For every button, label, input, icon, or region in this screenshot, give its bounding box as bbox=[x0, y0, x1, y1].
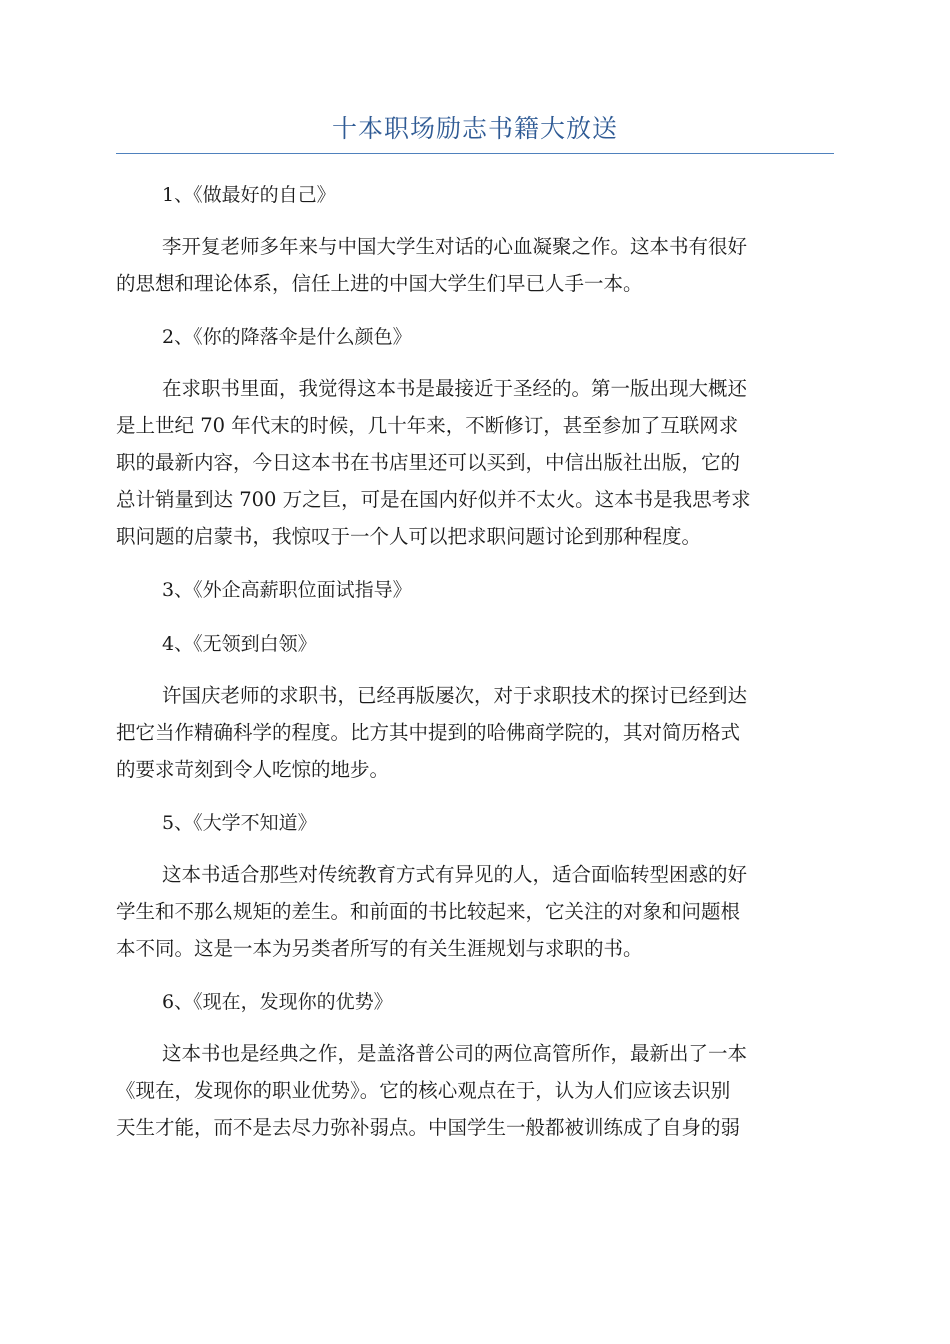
book-description-6 bbox=[116, 1035, 834, 1146]
paragraph-line: 学生和不那么规矩的差生。和前面的书比较起来，它关注的对象和问题根 bbox=[116, 900, 741, 923]
paragraph-line: 天生才能，而不是去尽力弥补弱点。中国学生一般都被训练成了自身的弱 bbox=[116, 1116, 741, 1139]
paragraph-line: 的要求苛刻到令人吃惊的地步。 bbox=[116, 758, 390, 781]
book-heading-1: 1、《做最好的自己》 bbox=[162, 184, 336, 206]
paragraph-line: 是上世纪 70 年代末的时候，几十年来，不断修订，甚至参加了互联网求 bbox=[116, 414, 739, 437]
document-title: 十本职场励志书籍大放送 bbox=[331, 114, 618, 143]
paragraph-line: 《现在，发现你的职业优势》。它的核心观点在于，认为人们应该去识别 bbox=[116, 1079, 731, 1102]
book-heading-6: 6、《现在，发现你的优势》 bbox=[162, 991, 393, 1013]
paragraph-line: 职问题的启蒙书，我惊叹于一个人可以把求职问题讨论到那种程度。 bbox=[116, 525, 702, 548]
book-description-1 bbox=[116, 228, 834, 302]
paragraph-line: 的思想和理论体系，信任上进的中国大学生们早已人手一本。 bbox=[116, 272, 643, 295]
book-heading-4: 4、《无领到白领》 bbox=[162, 633, 317, 655]
book-description-4 bbox=[116, 677, 834, 788]
book-description-2 bbox=[116, 370, 834, 555]
document-body bbox=[116, 176, 834, 1146]
paragraph-line: 职的最新内容，今日这本书在书店里还可以买到，中信出版社出版，它的 bbox=[116, 451, 741, 474]
paragraph-line: 把它当作精确科学的程度。比方其中提到的哈佛商学院的，其对简历格式 bbox=[116, 721, 741, 744]
book-heading-2: 2、《你的降落伞是什么颜色》 bbox=[162, 326, 412, 348]
paragraph-line: 总计销量到达 700 万之巨，可是在国内好似并不太火。这本书是我思考求 bbox=[116, 488, 751, 511]
paragraph-line: 本不同。这是一本为另类者所写的有关生涯规划与求职的书。 bbox=[116, 937, 643, 960]
book-heading-5: 5、《大学不知道》 bbox=[162, 812, 317, 834]
paragraph-line: 在求职书里面，我觉得这本书是最接近于圣经的。第一版出现大概还 bbox=[162, 377, 748, 400]
paragraph-line: 李开复老师多年来与中国大学生对话的心血凝聚之作。这本书有很好 bbox=[162, 235, 748, 258]
book-heading-3: 3、《外企高薪职位面试指导》 bbox=[162, 579, 412, 601]
book-description-5 bbox=[116, 856, 834, 967]
paragraph-line: 这本书也是经典之作，是盖洛普公司的两位高管所作，最新出了一本 bbox=[162, 1042, 748, 1065]
paragraph-line: 这本书适合那些对传统教育方式有异见的人，适合面临转型困惑的好 bbox=[162, 863, 748, 886]
title-underline bbox=[116, 153, 834, 154]
paragraph-line: 许国庆老师的求职书，已经再版屡次，对于求职技术的探讨已经到达 bbox=[162, 684, 748, 707]
